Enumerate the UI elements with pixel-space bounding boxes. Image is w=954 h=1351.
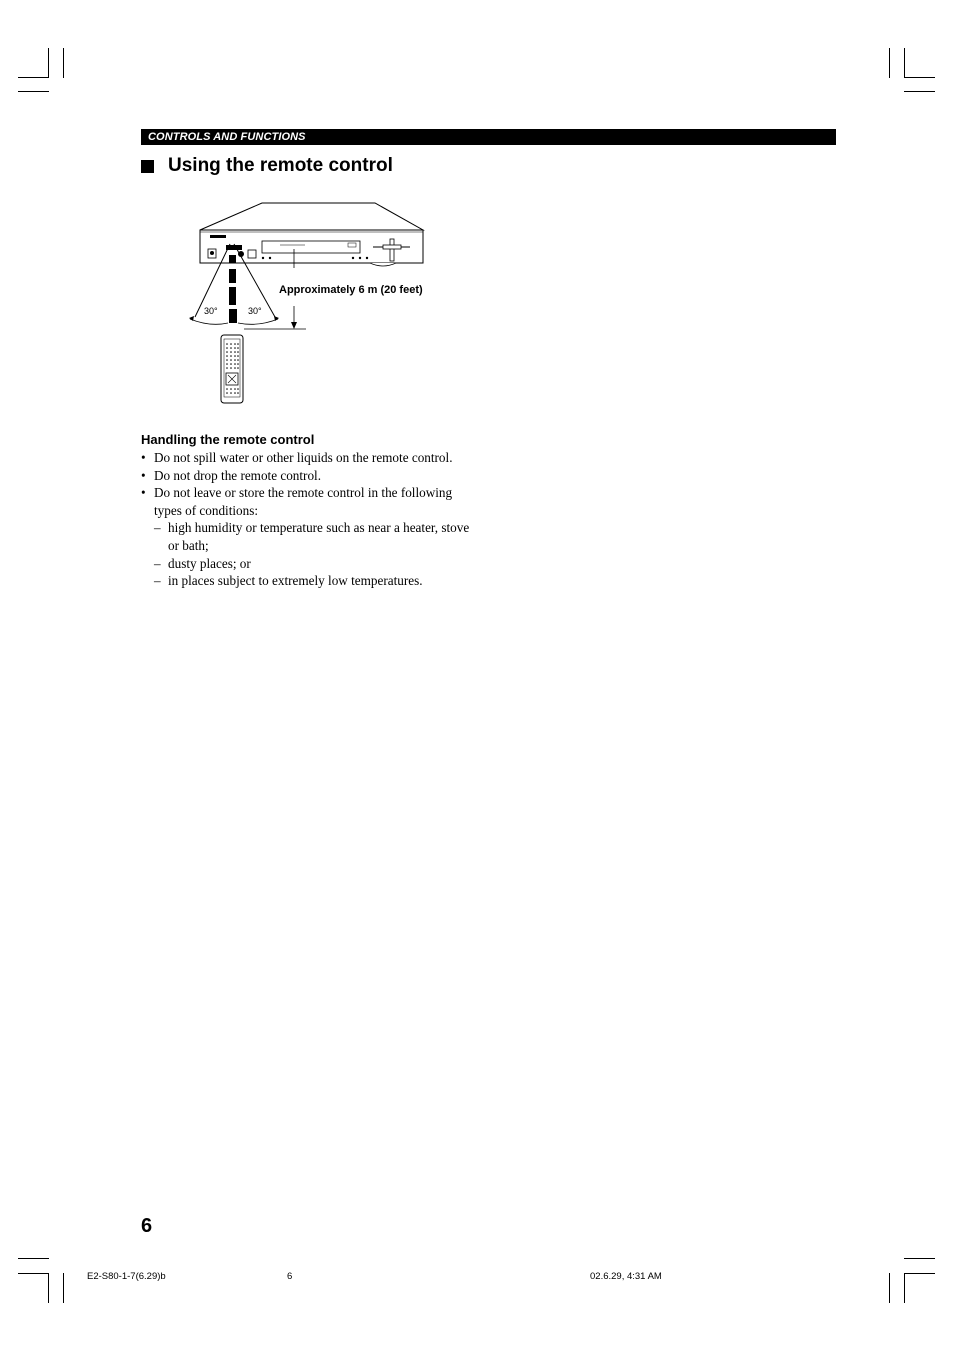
- sub-list-item: [141, 519, 481, 554]
- sub-list-item-text: dusty places; or: [168, 555, 251, 571]
- bullet-icon: •: [141, 467, 146, 483]
- page-number: 6: [141, 1215, 153, 1237]
- list-item-text: Do not spill water or other liquids on the remote control.: [154, 450, 453, 465]
- footer-timestamp: 02.6.29, 4:31 AM: [590, 1271, 662, 1282]
- square-bullet-icon: [141, 160, 154, 173]
- list-item-text: Do not leave or store the remote control in the following types of conditions:: [154, 485, 453, 518]
- sub-list-item-text: in places subject to extremely low temperatures.: [168, 573, 423, 589]
- list-item: [141, 484, 481, 519]
- footer-file-id: E2-S80-1-7(6.29)b: [87, 1271, 166, 1282]
- bullet-icon: •: [141, 485, 146, 501]
- angle-right-label: 30°: [248, 306, 262, 316]
- section-header-bar: CONTROLS AND FUNCTIONS: [141, 129, 836, 145]
- bullet-icon: •: [141, 450, 146, 465]
- remote-range-figure: [180, 195, 460, 410]
- handling-subheading: Handling the remote control: [141, 432, 315, 447]
- list-item: [141, 449, 481, 467]
- dash-icon: –: [154, 555, 161, 571]
- sub-list-item: [141, 572, 481, 590]
- dash-icon: –: [154, 520, 161, 536]
- sub-list-item: [141, 555, 481, 573]
- list-item: [141, 467, 481, 485]
- footer-page: 6: [287, 1271, 293, 1282]
- handling-list: [141, 449, 481, 590]
- list-item-text: Do not drop the remote control.: [154, 467, 322, 483]
- angle-left-label: 30°: [204, 306, 218, 316]
- page-title-text: Using the remote control: [168, 155, 393, 176]
- distance-label: Approximately 6 m (20 feet): [279, 284, 423, 296]
- remote-range-illustration: [180, 195, 460, 410]
- page-title: [141, 153, 393, 179]
- dash-icon: –: [154, 573, 161, 589]
- sub-list-item-text: high humidity or temperature such as near a heater, stove or bath;: [168, 520, 470, 553]
